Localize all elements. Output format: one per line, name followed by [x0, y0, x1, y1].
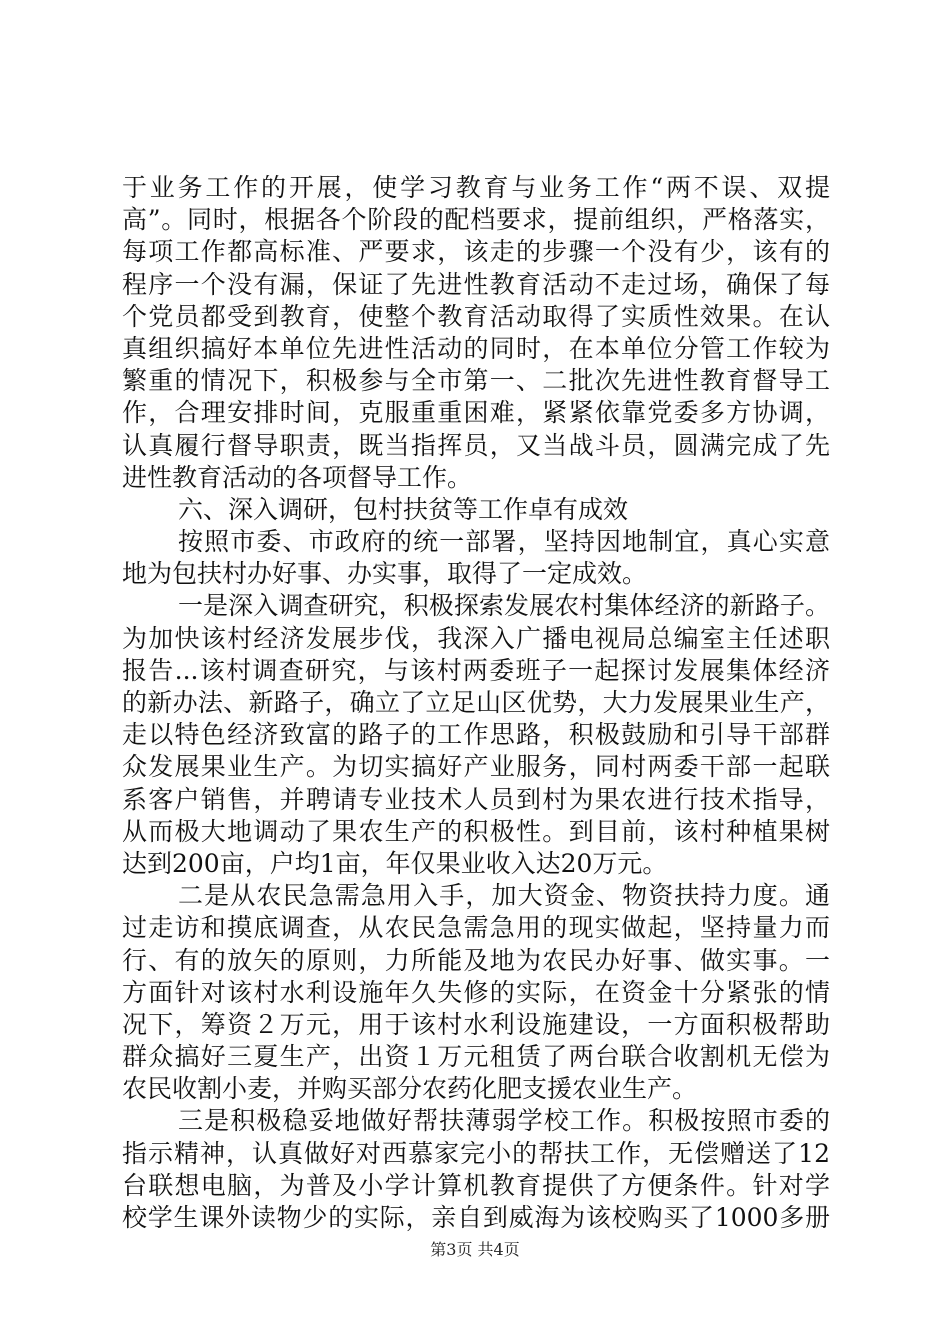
text-line: 走以特色经济致富的路子的工作思路，积极鼓励和引导干部群 [122, 720, 830, 750]
text-line: 台联想电脑，为普及小学计算机教育提供了方便条件。针对学 [122, 1170, 830, 1200]
document-body [122, 172, 830, 1234]
text-line: 行、有的放矢的原则，力所能及地为农民办好事、做实事。一 [122, 945, 830, 975]
text-line: 三是积极稳妥地做好帮扶薄弱学校工作。积极按照市委的 [178, 1106, 830, 1136]
text-line: 过走访和摸底调查，从农民急需急用的现实做起，坚持量力而 [122, 913, 830, 943]
text-line: 于业务工作的开展，使学习教育与业务工作“两不误、双提 [122, 173, 830, 202]
text-line: 地为包扶村办好事、办实事，取得了一定成效。 [122, 559, 648, 589]
text-line: 一是深入调查研究，积极探索发展农村集体经济的新路子。 [178, 591, 830, 621]
text-line: 农民收割小麦，并购买部分农药化肥支援农业生产。 [122, 1074, 698, 1104]
text-line: 为加快该村经济发展步伐，我深入广播电视局总编室主任述职 [122, 623, 830, 653]
text-line: 程序一个没有漏，保证了先进性教育活动不走过场，确保了每 [122, 269, 830, 299]
text-line: 每项工作都高标准、严要求，该走的步骤一个没有少，该有的 [122, 237, 830, 267]
text-line: 的新办法、新路子，确立了立足山区优势，大力发展果业生产， [122, 688, 830, 717]
text-line: 校学生课外读物少的实际，亲自到威海为该校购买了1000多册 [122, 1203, 830, 1232]
text-line: 指示精神，认真做好对西慕家完小的帮扶工作，无偿赠送了12 [122, 1138, 830, 1168]
text-line: 认真履行督导职责，既当指挥员，又当战斗员，圆满完成了先 [122, 430, 830, 460]
text-line: 从而极大地调动了果农生产的积极性。到目前，该村种植果树 [122, 816, 830, 846]
text-line: 繁重的情况下，积极参与全市第一、二批次先进性教育督导工 [122, 366, 830, 396]
text-line: 作，合理安排时间，克服重重困难，紧紧依靠党委多方协调， [122, 398, 830, 428]
text-line: 方面针对该村水利设施年久失修的实际，在资金十分紧张的情 [122, 977, 830, 1007]
text-line: 进性教育活动的各项督导工作。 [122, 462, 473, 492]
text-line: 况下，筹资２万元，用于该村水利设施建设，一方面积极帮助 [122, 1009, 830, 1039]
text-line: 系客户销售，并聘请专业技术人员到村为果农进行技术指导， [122, 784, 830, 814]
text-line: 按照市委、市政府的统一部署，坚持因地制宜，真心实意 [178, 527, 830, 557]
text-line: 高”。同时，根据各个阶段的配档要求，提前组织，严格落实， [122, 205, 830, 235]
page-number: 第3页 共4页 [430, 1240, 520, 1259]
text-line: 二是从农民急需急用入手，加大资金、物资扶持力度。通 [178, 881, 830, 911]
text-line: 真组织搞好本单位先进性活动的同时，在本单位分管工作较为 [122, 333, 830, 363]
text-line: 六、深入调研，包村扶贫等工作卓有成效 [178, 494, 629, 524]
text-line: 群众搞好三夏生产，出资１万元租赁了两台联合收割机无偿为 [122, 1042, 830, 1072]
page-footer [0, 1240, 950, 1260]
text-line: 众发展果业生产。为切实搞好产业服务，同村两委干部一起联 [122, 752, 830, 782]
text-line: 报告...该村调查研究，与该村两委班子一起探讨发展集体经济 [122, 655, 830, 685]
text-line: 达到200亩，户均1亩，年仅果业收入达20万元。 [122, 848, 668, 878]
text-line: 个党员都受到教育，使整个教育活动取得了实质性效果。在认 [122, 301, 830, 331]
